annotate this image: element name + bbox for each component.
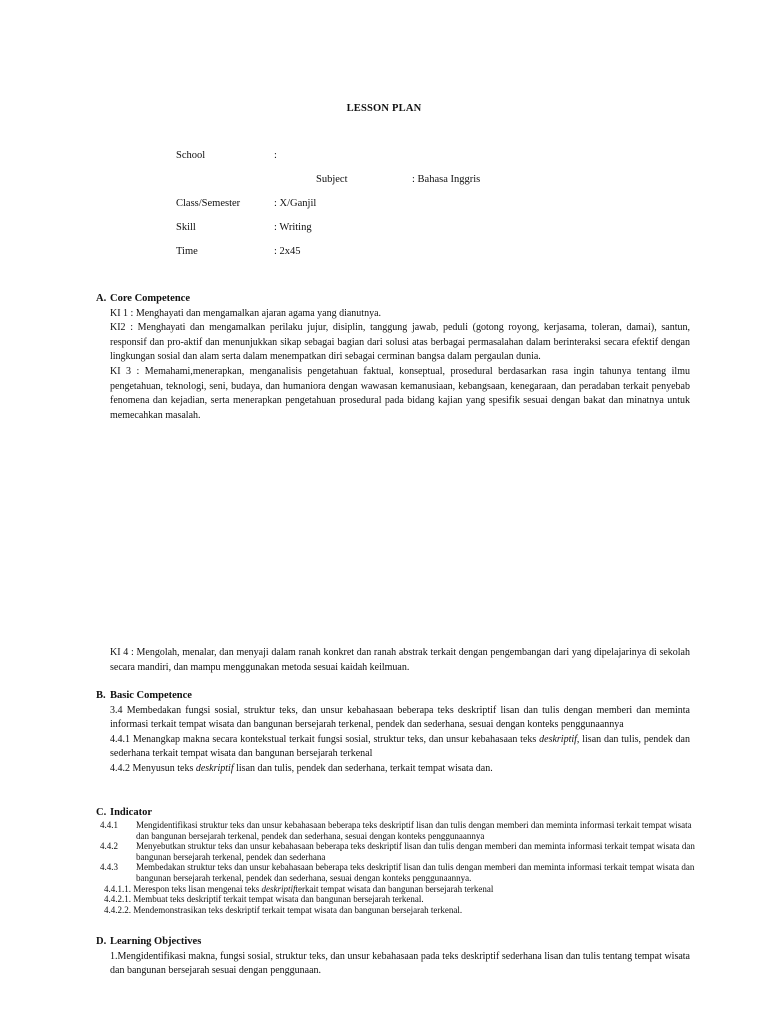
indicator-section [96, 806, 696, 915]
core-competence-heading: A. Core Competence [96, 293, 190, 304]
info-skill [176, 222, 476, 236]
learning-objectives-heading: D. Learning Objectives [96, 936, 202, 947]
class-label: Class/Semester [176, 198, 241, 209]
page-title: LESSON PLAN [346, 103, 422, 114]
info-school [176, 150, 476, 164]
indicator-row: 4.4.3 Membedakan struktur teks dan unsur kebahasaan beberapa teks deskriptif lisan dan tulis dengan memberi dan meminta informasi terkait tempat wisata dan bangunan bersejarah terkenal, pendek dan sederhana, sesuai dengan konteks penggunaannya. [100, 862, 695, 883]
time-label: Time [176, 246, 198, 257]
ki3-text: KI 3 : Memahami,menerapkan, menganalisis pengetahuan faktual, konseptual, prosedural berdasarkan rasa ingin tahunya tentang ilmu pengetahuan, teknologi, seni, budaya, dan humaniora dengan wawasan kemanusiaan, kebangsaan, kenegaraan, dan peradaban terkait penyebab fenomena dan kejadian, serta menerapkan pengetahuan prosedural pada bidang kajian yang spesifik sesuai dengan bakat dan minatnya untuk memecahkan masalah. [110, 365, 690, 421]
indicator-heading: C. Indicator [96, 807, 152, 818]
ki4-block [96, 646, 690, 675]
core-competence-section [96, 292, 690, 423]
basic-competence-section [96, 689, 690, 777]
basic-competence-heading: B. Basic Competence [96, 690, 192, 701]
indicator-sub-4411: 4.4.1.1. Merespon teks lisan mengenai teks deskriptifterkait tempat wisata dan bangunan bersejarah terkenal [104, 883, 494, 894]
time-value: : 2x45 [274, 246, 301, 257]
subject-label: Subject [316, 174, 348, 185]
class-value: : X/Ganjil [274, 198, 317, 209]
ki4-text: KI 4 : Mengolah, menalar, dan menyaji dalam ranah konkret dan ranah abstrak terkait dengan pengembangan dari yang dipelajarinya di sekolah secara mandiri, dan mampu menggunakan metoda sesuai kaidah keilmuan. [110, 647, 690, 673]
learning-objectives-section [96, 935, 690, 979]
objective-1-text: 1.Mengidentifikasi makna, fungsi sosial, struktur teks, dan unsur kebahasaan pada teks deskriptif sederhana lisan dan tulis tentang tempat wisata dan bangunan bersejarah sesuai dengan penggunaan. [110, 950, 690, 977]
ki2-text: KI2 : Menghayati dan mengamalkan perilaku jujur, disiplin, tanggung jawab, peduli (gotong royong, kerjasama, toleran, damai), santun, responsif dan pro-aktif dan menunjukkan sikap sebagai bagian dari solusi atas berbagai permasalahan dalam berinteraksi secara efektif dengan lingkungan sosial dan alam serta dalam menempatkan diri sebagai cerminan bangsa dalam pergaulan dunia. [110, 322, 690, 363]
basic-442-text: 4.4.2 Menyusun teks deskriptif lisan dan tulis, pendek dan sederhana, terkait tempat wisata dan. [110, 762, 493, 774]
indicator-sub-4421: 4.4.2.1. Membuat teks deskriptif terkait tempat wisata dan bangunan bersejarah terkenal. [104, 894, 424, 905]
info-time [176, 246, 476, 260]
school-label: School [176, 150, 206, 161]
info-subject [316, 174, 536, 188]
skill-label: Skill [176, 222, 196, 233]
ki1-text: KI 1 : Menghayati dan mengamalkan ajaran agama yang dianutnya. [110, 307, 382, 319]
school-value: : [274, 150, 277, 161]
info-class [176, 198, 476, 212]
indicator-row: 4.4.1 Mengidentifikasi struktur teks dan unsur kebahasaan beberapa teks deskriptif lisan dan tulis dengan memberi dan meminta informasi terkait tempat wisata dan bangunan bersejarah terkenal, pendek dan sederhana, sesuai dengan konteks penggunaannya [100, 820, 692, 841]
basic-34-text: 3.4 Membedakan fungsi sosial, struktur teks, dan unsur kebahasaan beberapa teks deskriptif lisan dan tulis dengan memberi dan meminta informasi terkait tempat wisata dan bangunan bersejarah terkenal, pendek dan sederhana, sesuai dengan konteks penggunaannya [110, 704, 690, 731]
skill-value: : Writing [274, 222, 312, 233]
indicator-sub-4422: 4.4.2.2. Mendemonstrasikan teks deskriptif terkait tempat wisata dan bangunan bersejarah terkenal. [104, 904, 463, 915]
subject-value: : Bahasa Inggris [412, 174, 481, 185]
indicator-row: 4.4.2 Menyebutkan struktur teks dan unsur kebahasaan beberapa teks deskriptif lisan dan tulis dengan memberi dan meminta informasi terkait tempat wisata dan bangunan bersejarah terkenal, pendek dan sederhana [100, 841, 695, 862]
basic-441-text: 4.4.1 Menangkap makna secara kontekstual terkait fungsi sosial, struktur teks, dan unsur kebahasaan teks deskriptif, lisan dan tulis, pendek dan sederhana terkait tempat wisata dan bangunan bersejarah terkenal [110, 733, 690, 760]
